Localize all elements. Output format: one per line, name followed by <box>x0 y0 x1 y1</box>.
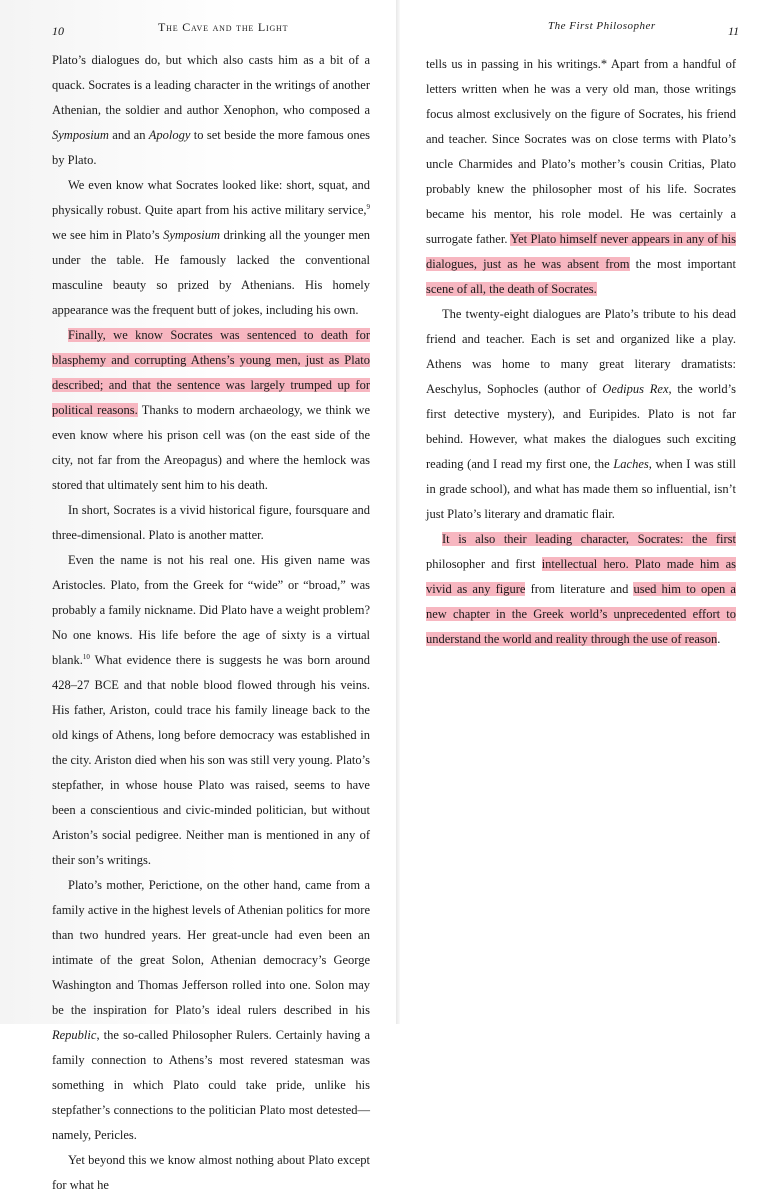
paragraph <box>52 48 370 173</box>
text-run: , when I was still in grade school), and what has made them so influential, isn’t just Plato’s literary and dramatic flair. <box>426 457 736 521</box>
right-page-number: 11 <box>728 24 740 38</box>
italic-title: Republic <box>52 1028 97 1042</box>
right-running-head: The First Philosopher <box>548 20 656 32</box>
text-run: drinking all the younger men under the table. He famously lacked the conventional masculine beauty so prized by Athenians. His homely appearance was the frequent butt of jokes, including his own. <box>52 228 370 317</box>
paragraph <box>52 1148 370 1198</box>
text-run: Plato’s mother, Perictione, on the other hand, came from a family active in the highest levels of Athenian politics for more than two hundred years. Her great-uncle had even been an intimate of the great Solon, Athenian democracy’s George Washington and Thomas Jefferson rolled into one. Solon may be the inspiration for Plato’s ideal rulers described in his <box>52 878 370 1017</box>
text-run: we see him in Plato’s <box>52 228 164 242</box>
text-run: Yet beyond this we know almost nothing about Plato except for what he <box>52 1153 370 1192</box>
text-run: . <box>717 632 721 646</box>
paragraph <box>52 173 370 323</box>
text-run: tells us in passing in his writings.* Apart from a handful of letters written when he was a very old man, those writings focus almost exclusively on the figure of Socrates, his friend and teacher. Since Socrates was on close terms with Plato’s uncle Charmides and Plato’s mother’s cousin Critias, Plato probably knew the philosopher most of his life. Socrates became his mentor, his role model. He was certainly a surrogate father. <box>426 57 736 246</box>
text-run: from literature and <box>525 582 634 596</box>
footnote-marker: 10 <box>82 652 90 661</box>
text-run: , the world’s first detective mystery), and Euripides. Plato is not far behind. However, what makes the dialogues such exciting reading (and I read my first one, the <box>426 382 736 471</box>
highlighted-text: Yet Plato himself never appears in any of his dialogues, just as he was absent from <box>426 232 736 271</box>
highlighted-text: intellectual hero. Plato made him as vivid as any figure <box>426 557 736 596</box>
highlighted-text: scene of all, the death of Socrates. <box>426 282 597 296</box>
text-run: What evidence there is suggests he was born around 428–27 BCE and that noble blood flowed through his veins. His father, Ariston, could trace his family lineage back to the old kings of Athens, long before democracy was established in the city. Ariston died when his son was still very young. Plato’s stepfather, in whose house Plato was raised, seems to have been a conscientious and civic-minded politician, but without Ariston’s social pedigree. Neither man is mentioned in any of their son’s writings. <box>52 653 370 867</box>
left-page-number: 10 <box>52 24 64 38</box>
paragraph <box>52 498 370 548</box>
text-run: the most important <box>629 257 736 271</box>
text-run: and an <box>108 128 149 142</box>
text-run: The twenty-eight dialogues are Plato’s tribute to his dead friend and teacher. Each is set and organized like a play. Athens was home to many great literary dramatists: Aeschylus, Sophocles (author of <box>426 307 736 396</box>
paragraph <box>52 873 370 1148</box>
italic-title: Laches <box>613 457 649 471</box>
paragraph <box>426 302 736 527</box>
right-page-body <box>426 52 736 652</box>
paragraph <box>52 323 370 498</box>
italic-title: Oedipus Rex <box>602 382 669 396</box>
italic-title: Symposium <box>52 128 109 142</box>
text-run: In short, Socrates is a vivid historical figure, foursquare and three-dimensional. Plato is another matter. <box>52 503 370 542</box>
paragraph <box>426 52 736 302</box>
right-page <box>400 0 768 1024</box>
highlighted-text: used him to open a new chapter in the Greek world’s unprecedented effort to understand the world and reality through the use of reason <box>426 582 736 646</box>
text-run: Even the name is not his real one. His given name was Aristocles. Plato, from the Greek for “wide” or “broad,” was probably a family nickname. Did Plato have a weight problem? No one knows. His life before the age of sixty is a virtual blank. <box>52 553 370 667</box>
highlighted-text: Finally, we know Socrates was sentenced to death for blasphemy and corrupting Athens’s young men, just as Plato described; and that the sentence was largely trumped up for political reasons. <box>52 328 370 417</box>
paragraph <box>52 548 370 873</box>
text-run: Plato’s dialogues do, but which also casts him as a bit of a quack. Socrates is a leading character in the writings of another Athenian, the soldier and author Xenophon, who composed a <box>52 53 370 117</box>
text-run: to set beside the more famous ones by Plato. <box>52 128 370 167</box>
paragraph <box>426 527 736 652</box>
italic-title: Apology <box>148 128 191 142</box>
text-run: We even know what Socrates looked like: short, squat, and physically robust. Quite apart from his active military service, <box>52 178 370 217</box>
highlighted-text: It is also their leading character, Socrates: the first <box>442 532 736 546</box>
footnote-marker: 9 <box>366 202 370 211</box>
italic-title: Symposium <box>163 228 221 242</box>
text-run: Thanks to modern archaeology, we think we even know where his prison cell was (on the east side of the city, not far from the Areopagus) and where the hemlock was stored that ultimately sent him to his death. <box>52 403 371 492</box>
text-run: , the so-called Philosopher Rulers. Certainly having a family connection to Athens’s most revered statesman was something in which Plato could take pride, unlike his stepfather’s connections to the politician Plato most detested—namely, Pericles. <box>52 1028 370 1142</box>
left-page-body <box>52 48 370 1198</box>
text-run: philosopher and first <box>426 557 542 571</box>
left-running-head: The Cave and the Light <box>158 20 289 34</box>
